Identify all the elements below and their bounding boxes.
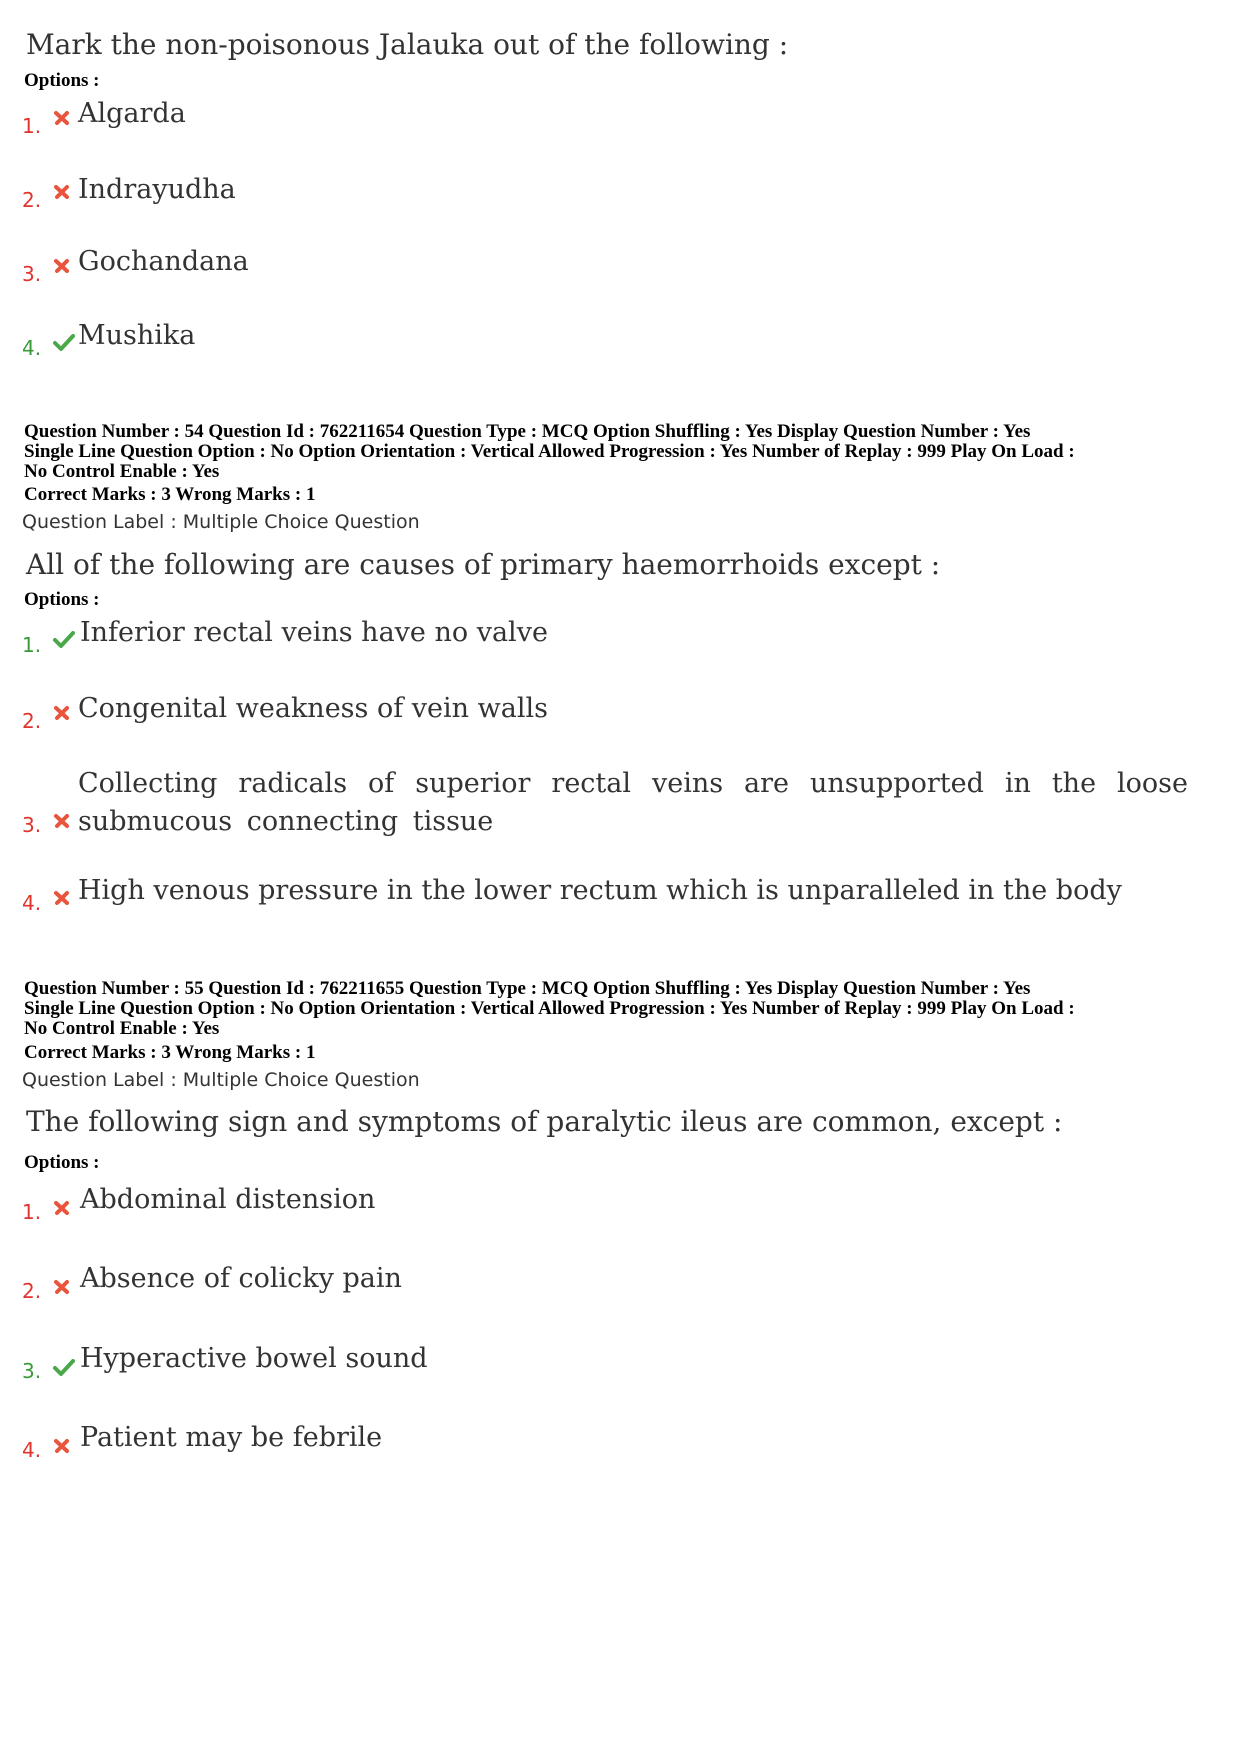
option-text: Hyperactive bowel sound <box>80 1343 428 1374</box>
option-item <box>22 875 1222 915</box>
check-icon <box>52 629 76 649</box>
marks-info: Correct Marks : 3 Wrong Marks : 1 <box>24 484 316 505</box>
option-number: 3. <box>22 1359 42 1383</box>
check-icon <box>52 1357 76 1377</box>
option-item <box>22 693 1222 733</box>
option-text: High venous pressure in the lower rectum which is unparalleled in the body <box>78 875 1122 906</box>
option-item <box>22 1263 1222 1303</box>
cross-icon <box>52 182 72 202</box>
option-item <box>22 1422 1222 1462</box>
option-number: 1. <box>22 633 42 657</box>
option-text: Abdominal distension <box>80 1184 376 1215</box>
option-item <box>22 1184 1222 1224</box>
question-text: The following sign and symptoms of paralytic ileus are common, except : <box>26 1105 1063 1138</box>
option-item <box>22 246 1222 286</box>
option-text: Congenital weakness of vein walls <box>78 693 548 724</box>
option-number: 2. <box>22 709 42 733</box>
option-number: 3. <box>22 262 42 286</box>
cross-icon <box>52 108 72 128</box>
option-number: 1. <box>22 114 42 138</box>
option-number: 4. <box>22 1438 42 1462</box>
question-text: Mark the non-poisonous Jalauka out of the following : <box>26 28 789 61</box>
marks-info: Correct Marks : 3 Wrong Marks : 1 <box>24 1042 316 1063</box>
option-number: 1. <box>22 1200 42 1224</box>
option-text: Gochandana <box>78 246 249 277</box>
option-number: 2. <box>22 188 42 212</box>
option-text: Inferior rectal veins have no valve <box>80 617 548 648</box>
option-item <box>22 765 1222 843</box>
option-number: 4. <box>22 336 42 360</box>
option-text: Absence of colicky pain <box>80 1263 402 1294</box>
option-text: Algarda <box>78 98 186 129</box>
metadata-line: No Control Enable : Yes <box>24 1018 220 1039</box>
option-item <box>22 617 1222 657</box>
question-label: Question Label : Multiple Choice Question <box>22 1069 420 1091</box>
option-number: 2. <box>22 1279 42 1303</box>
cross-icon <box>52 1277 72 1297</box>
option-item <box>22 320 1222 360</box>
metadata-line: Question Number : 54 Question Id : 762211654 Question Type : MCQ Option Shuffling : Yes Display Question Number : Yes <box>24 421 1031 442</box>
question-metadata <box>24 422 1220 482</box>
option-text: Collecting radicals of superior rectal veins are unsupported in the loose submucous connecting tissue <box>78 768 1188 837</box>
cross-icon <box>52 811 72 831</box>
cross-icon <box>52 1198 72 1218</box>
cross-icon <box>52 256 72 276</box>
question-metadata <box>24 979 1220 1039</box>
options-label: Options : <box>24 1152 100 1173</box>
options-label: Options : <box>24 589 100 610</box>
question-label: Question Label : Multiple Choice Question <box>22 511 420 533</box>
question-text: All of the following are causes of primary haemorrhoids except : <box>26 548 941 581</box>
cross-icon <box>52 703 72 723</box>
check-icon <box>52 332 76 352</box>
metadata-line: Single Line Question Option : No Option Orientation : Vertical Allowed Progression : Yes Number of Replay : 999 Play On Load : <box>24 441 1075 462</box>
cross-icon <box>52 888 72 908</box>
options-label: Options : <box>24 70 100 91</box>
option-item <box>22 1343 1222 1383</box>
metadata-line: Question Number : 55 Question Id : 762211655 Question Type : MCQ Option Shuffling : Yes Display Question Number : Yes <box>24 978 1031 999</box>
metadata-line: No Control Enable : Yes <box>24 461 220 482</box>
option-item <box>22 172 1222 212</box>
option-item <box>22 98 1222 138</box>
option-text: Mushika <box>78 320 196 351</box>
metadata-line: Single Line Question Option : No Option Orientation : Vertical Allowed Progression : Yes Number of Replay : 999 Play On Load : <box>24 998 1075 1019</box>
option-text: Indrayudha <box>78 174 236 205</box>
option-number: 4. <box>22 891 42 915</box>
option-number: 3. <box>22 813 42 837</box>
cross-icon <box>52 1436 72 1456</box>
option-text: Patient may be febrile <box>80 1422 383 1453</box>
